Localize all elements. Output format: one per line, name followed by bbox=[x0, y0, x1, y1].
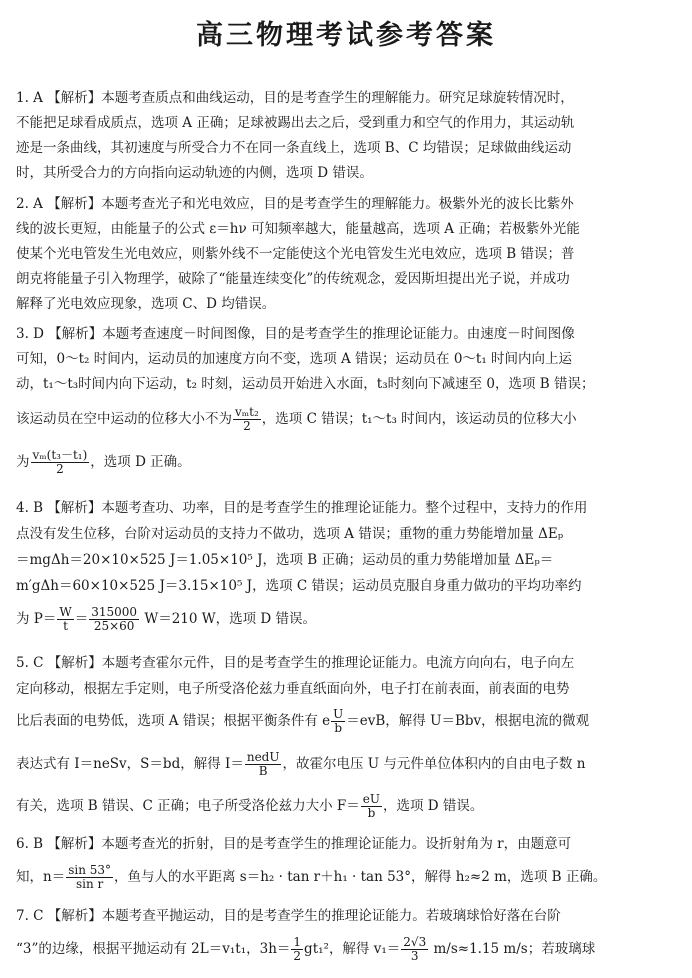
fraction bbox=[57, 606, 73, 633]
item-3-line-5-post: ，选项 D 正确。 bbox=[90, 454, 191, 470]
item-3-line-5-pre: 为 bbox=[16, 454, 30, 470]
fraction-numerator: sin 53° bbox=[68, 863, 112, 877]
fraction-numerator: vₘt₂ bbox=[235, 405, 259, 419]
item-7-line-2 bbox=[16, 936, 595, 963]
item-5-line-2: 定向移动，根据左手定则，电子所受洛伦兹力垂直纸面向外，电子打在前表面，前表面的电势 bbox=[16, 681, 570, 697]
item-5-line-3-post: ＝evB，解得 U＝Bbv，根据电流的微观 bbox=[346, 713, 590, 729]
fraction-numerator: nedU bbox=[246, 750, 280, 764]
item-2-line-4: 朗克将能量子引入物理学，破除了“能量连续变化”的传统观念，爱因斯坦提出光子说，并成功 bbox=[16, 271, 570, 287]
item-4-line-2: 点没有发生位移，台阶对运动员的支持力不做功，选项 A 错误；重物的重力势能增加量 ΔEₚ bbox=[16, 526, 564, 542]
item-3-line-4 bbox=[16, 406, 577, 433]
item-4-line-5-post: W＝210 W，选项 D 错误。 bbox=[140, 611, 317, 627]
item-2-line-1: 2. A 【解析】本题考查光子和光电效应，目的是考查学生的理解能力。极紫外光的波长比紫外 bbox=[16, 196, 574, 212]
item-3-line-5 bbox=[16, 449, 191, 476]
item-6-line-2-pre: 知，n＝ bbox=[16, 869, 66, 885]
item-5-line-3-pre: 比后表面的电势低，选项 A 错误；根据平衡条件有 e bbox=[16, 713, 331, 729]
item-3-line-4-pre: 该运动员在空中运动的位移大小不为 bbox=[16, 411, 232, 427]
fraction bbox=[245, 751, 282, 778]
item-1-line-3: 迹是一条曲线，其初速度与所受合力不在同一条直线上，选项 B、C 均错误；足球做曲线运动 bbox=[16, 140, 572, 156]
item-7-line-2-post: m/s≈1.15 m/s；若玻璃球 bbox=[429, 941, 596, 957]
item-1-line-1: 1. A 【解析】本题考查质点和曲线运动，目的是考查学生的理解能力。研究足球旋转情况时， bbox=[16, 90, 574, 106]
item-3-line-1: 3. D 【解析】本题考查速度－时间图像，目的是考查学生的推理论证能力。由速度－时间图像 bbox=[16, 326, 575, 342]
item-3-line-3: 动，t₁～t₃时间内向下运动，t₂ 时刻，运动员开始进入水面，t₃时刻向下减速至 0，选项 B 错误； bbox=[16, 376, 595, 392]
item-4-line-5 bbox=[16, 606, 316, 633]
fraction-numerator: 1 bbox=[293, 935, 302, 949]
item-5-line-3 bbox=[16, 708, 589, 735]
fraction bbox=[331, 708, 345, 735]
fraction bbox=[361, 793, 382, 820]
fraction-denominator: 2 bbox=[243, 419, 251, 433]
fraction bbox=[291, 936, 303, 963]
item-7-line-1: 7. C 【解析】本题考查平抛运动，目的是考查学生的推理论证能力。若玻璃球恰好落在台阶 bbox=[16, 908, 561, 924]
fraction bbox=[89, 606, 139, 633]
fraction-denominator: b bbox=[334, 721, 343, 735]
fraction-numerator: W bbox=[59, 605, 72, 619]
fraction bbox=[233, 406, 261, 433]
fraction-denominator: 2 bbox=[56, 462, 64, 476]
item-6-line-2 bbox=[16, 864, 606, 891]
fraction bbox=[401, 936, 428, 963]
item-2-line-3: 使某个光电管发生光电效应，则紫外线不一定能使这个光电管发生光电效应，选项 B 错误；普 bbox=[16, 246, 575, 262]
fraction-denominator: b bbox=[367, 806, 376, 820]
item-5-line-4-post: ，故霍尔电压 U 与元件单位体积内的自由电子数 n bbox=[282, 756, 586, 772]
item-5-line-4 bbox=[16, 751, 585, 778]
item-5-line-5-pre: 有关，选项 B 错误、C 正确；电子所受洛伦兹力大小 F＝ bbox=[16, 798, 360, 814]
item-5-line-4-pre: 表达式有 I＝neSv，S＝bd，解得 I＝ bbox=[16, 756, 244, 772]
item-5-line-5-post: ，选项 D 错误。 bbox=[383, 798, 484, 814]
item-6-line-2-post: ，鱼与人的水平距离 s＝h₂ · tan r＋h₁ · tan 53°，解得 h₂≈2 m，选项 B 正确。 bbox=[114, 869, 607, 885]
fraction bbox=[66, 864, 113, 891]
item-1-line-2: 不能把足球看成质点，选项 A 正确；足球被踢出去之后，受到重力和空气的作用力，其运动轨 bbox=[16, 115, 575, 131]
item-5-line-5 bbox=[16, 793, 483, 820]
fraction-numerator: U bbox=[333, 707, 344, 721]
fraction-numerator: 2√3 bbox=[403, 935, 427, 949]
item-7-line-2-mid: gt₁²，解得 v₁＝ bbox=[304, 941, 401, 957]
fraction-denominator: 3 bbox=[410, 949, 419, 963]
page-title: 高三物理考试参考答案 bbox=[196, 20, 496, 51]
item-3-line-2: 可知，0～t₂ 时间内，运动员的加速度方向不变，选项 A 错误；运动员在 0～t₁ 时间内向上运 bbox=[16, 351, 573, 367]
fraction bbox=[31, 449, 90, 476]
fraction-denominator: 25×60 bbox=[93, 619, 135, 633]
fraction-numerator: vₘ(t₃－t₁) bbox=[32, 448, 88, 462]
item-2-line-5: 解释了光电效应现象，选项 C、D 均错误。 bbox=[16, 296, 276, 312]
item-5-line-1: 5. C 【解析】本题考查霍尔元件，目的是考查学生的推理论证能力。电流方向向右，电子向左 bbox=[16, 655, 575, 671]
item-1-line-4: 时，其所受合力的方向指向运动轨迹的内侧，选项 D 错误。 bbox=[16, 165, 373, 181]
fraction-denominator: sin r bbox=[75, 877, 104, 891]
item-2-line-2: 线的波长更短，由能量子的公式 ε＝hν 可知频率越大，能量越高，选项 A 正确；若极紫外光能 bbox=[16, 221, 580, 237]
item-4-line-3: ＝mgΔh＝20×10×525 J＝1.05×10⁵ J，选项 B 正确；运动员的重力势能增加量 ΔEₚ＝ bbox=[16, 552, 554, 568]
item-4-line-5-pre: 为 P＝ bbox=[16, 611, 57, 627]
item-4-line-4: m′gΔh＝60×10×525 J＝3.15×10⁵ J，选项 C 错误；运动员克服自身重力做功的平均功率约 bbox=[16, 578, 582, 594]
item-4-line-5-mid: ＝ bbox=[74, 611, 89, 627]
fraction-denominator: B bbox=[258, 764, 268, 778]
item-7-line-2-pre: “3”的边缘，根据平抛运动有 2L＝v₁t₁，3h＝ bbox=[16, 941, 291, 957]
fraction-numerator: 315000 bbox=[91, 605, 138, 619]
item-6-line-1: 6. B 【解析】本题考查光的折射，目的是考查学生的推理论证能力。设折射角为 r，由题意可 bbox=[16, 836, 572, 852]
item-3-line-4-post: ，选项 C 错误；t₁～t₃ 时间内，该运动员的位移大小 bbox=[261, 411, 577, 427]
item-4-line-1: 4. B 【解析】本题考查功、功率，目的是考查学生的推理论证能力。整个过程中，支持力的作用 bbox=[16, 500, 588, 516]
fraction-numerator: eU bbox=[362, 792, 381, 806]
fraction-denominator: t bbox=[63, 619, 68, 633]
fraction-denominator: 2 bbox=[293, 949, 302, 963]
